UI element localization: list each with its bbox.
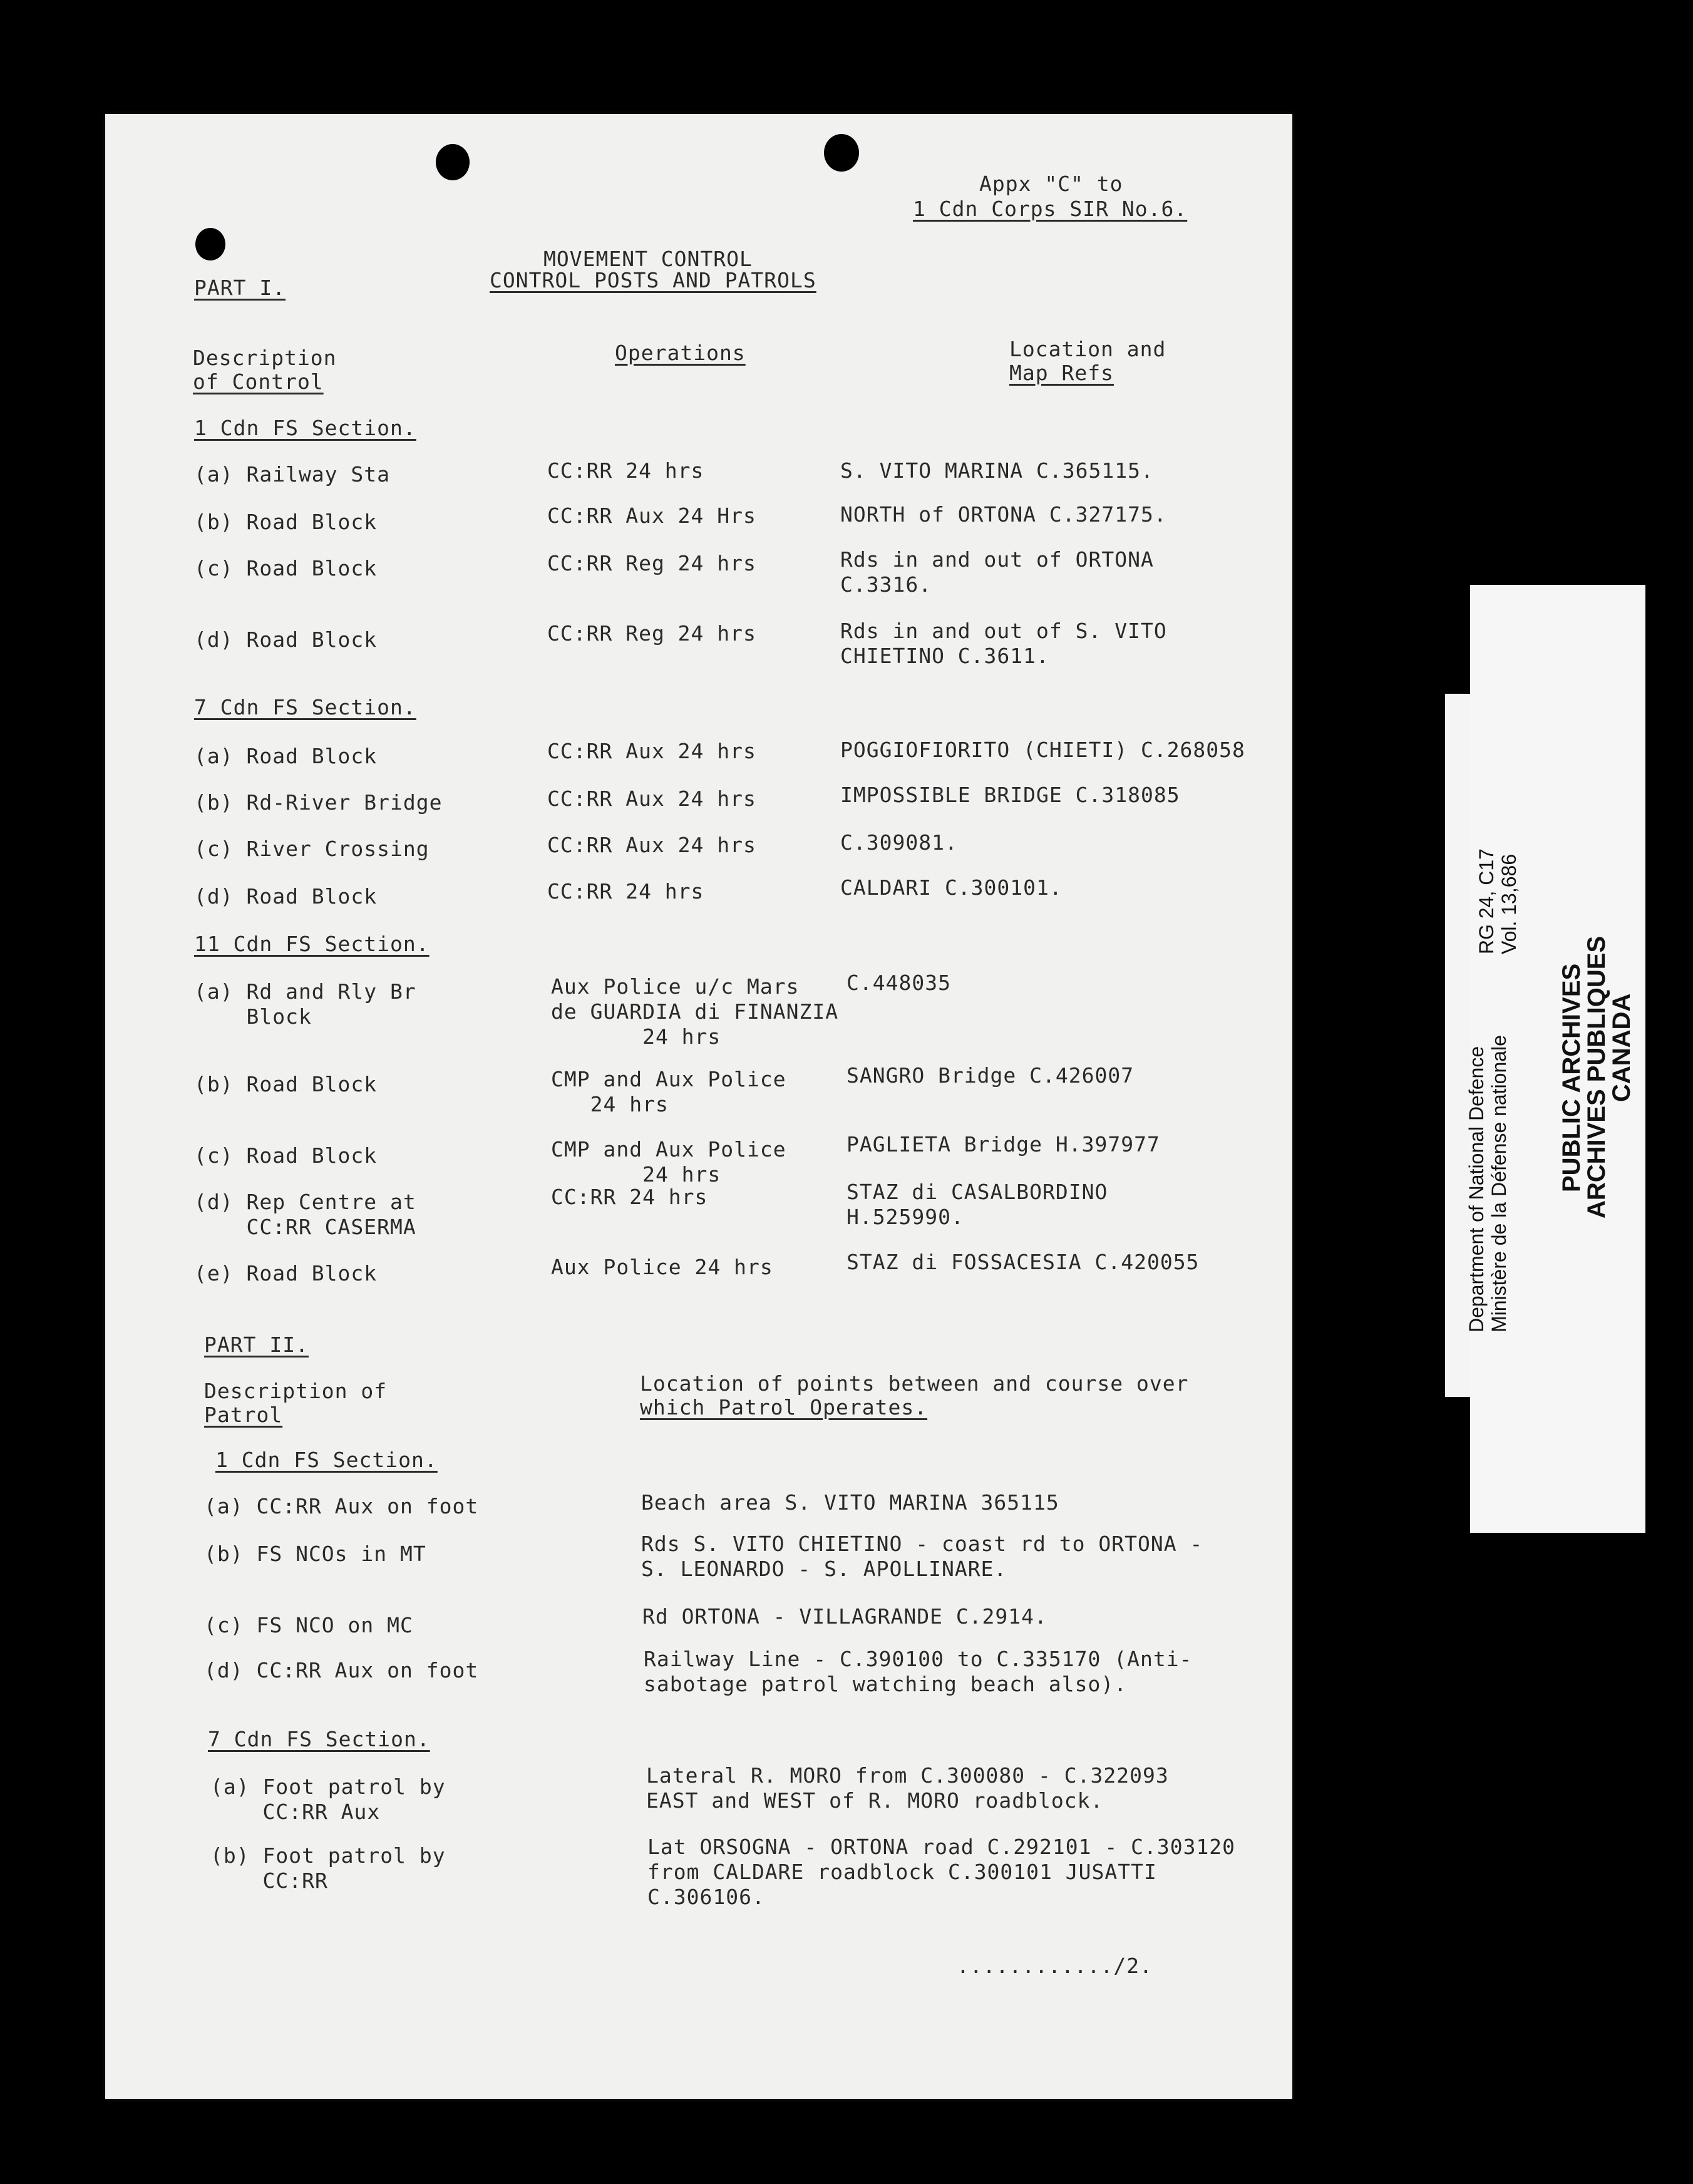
archive-rg-line1: RG 24, C17 <box>1475 848 1498 954</box>
row-item: (a) Foot patrol by CC:RR Aux <box>210 1774 446 1824</box>
row-item: (a) Road Block <box>194 744 378 768</box>
row-ops: CC:RR 24 hrs <box>547 458 704 483</box>
row-location: STAZ di FOSSACESIA C.420055 <box>847 1250 1200 1274</box>
row-location: Railway Line - C.390100 to C.335170 (Anti- sabotage patrol watching beach also). <box>644 1647 1193 1696</box>
row-ops: CC:RR Aux 24 hrs <box>547 739 756 763</box>
row-location: Rds S. VITO CHIETINO - coast rd to ORTONA - S. LEONARDO - S. APOLLINARE. <box>641 1532 1203 1581</box>
section-title: 1 Cdn FS Section. <box>215 1448 438 1472</box>
row-item: (d) Road Block <box>194 627 378 652</box>
part1-col2-header: Operations <box>615 341 746 365</box>
row-item: (e) Road Block <box>194 1261 378 1285</box>
archive-rg-line2: Vol. 13,686 <box>1498 853 1520 954</box>
archive-pa-line3: CANADA <box>1608 993 1635 1102</box>
row-item: (c) River Crossing <box>194 837 430 861</box>
row-location: Lateral R. MORO from C.300080 - C.322093 EAST and WEST of R. MORO roadblock. <box>646 1763 1169 1813</box>
row-item: (a) CC:RR Aux on foot <box>204 1494 479 1518</box>
row-item: (d) Road Block <box>194 884 378 909</box>
row-location: POGGIOFIORITO (CHIETI) C.268058 <box>840 738 1245 762</box>
archive-dept-line1: Department of National Defence <box>1465 1046 1488 1332</box>
part1-col1-line1: Description <box>193 346 337 370</box>
row-location: Rds in and out of S. VITO CHIETINO C.3611. <box>840 619 1167 668</box>
row-item: (b) Rd-River Bridge <box>194 790 443 815</box>
row-ops: CC:RR 24 hrs <box>547 879 704 904</box>
archive-pa-line2: ARCHIVES PUBLIQUES <box>1583 935 1610 1218</box>
row-item: (c) Road Block <box>194 1143 378 1168</box>
part1-col3-line2: Map Refs <box>1009 361 1114 385</box>
row-item: (b) FS NCOs in MT <box>204 1542 426 1566</box>
part1-col1-line2: of Control <box>193 369 324 394</box>
section-title: 7 Cdn FS Section. <box>208 1727 430 1751</box>
row-location: Rds in and out of ORTONA C.3316. <box>840 547 1154 597</box>
row-ops: CMP and Aux Police 24 hrs <box>551 1137 786 1187</box>
part1-label: PART I. <box>194 276 286 300</box>
row-item: (a) Rd and Rly Br Block <box>194 979 416 1029</box>
row-item: (d) CC:RR Aux on foot <box>204 1658 479 1682</box>
row-item: (b) Road Block <box>194 510 378 534</box>
row-location: Rd ORTONA - VILLAGRANDE C.2914. <box>642 1604 1047 1629</box>
row-item: (d) Rep Centre at CC:RR CASERMA <box>194 1190 416 1239</box>
row-location: CALDARI C.300101. <box>840 875 1063 900</box>
row-ops: CC:RR Aux 24 hrs <box>547 833 756 857</box>
continuation-marker: ............/2. <box>957 1954 1153 1978</box>
part2-label: PART II. <box>204 1332 309 1357</box>
row-ops: CC:RR Aux 24 Hrs <box>547 503 756 528</box>
punch-hole-left <box>436 144 470 180</box>
row-location: Beach area S. VITO MARINA 365115 <box>641 1490 1059 1515</box>
row-item: (c) FS NCO on MC <box>204 1613 413 1637</box>
row-ops: Aux Police 24 hrs <box>551 1255 773 1279</box>
section-title: 11 Cdn FS Section. <box>194 932 430 956</box>
row-location: SANGRO Bridge C.426007 <box>847 1063 1135 1088</box>
section-title: 1 Cdn FS Section. <box>194 416 416 440</box>
punch-hole-right <box>824 134 859 172</box>
row-location: IMPOSSIBLE BRIDGE C.318085 <box>840 783 1180 807</box>
row-location: Lat ORSOGNA - ORTONA road C.292101 - C.303120 from CALDARE roadblock C.300101 JUSATTI C.306106. <box>647 1835 1236 1909</box>
part1-col3-line1: Location and <box>1009 337 1166 361</box>
title-line1: MOVEMENT CONTROL <box>543 247 753 271</box>
archive-pa-line1: PUBLIC ARCHIVES <box>1558 963 1585 1192</box>
row-item: (c) Road Block <box>194 556 378 580</box>
row-location: PAGLIETA Bridge H.397977 <box>847 1132 1160 1156</box>
row-ops: CC:RR 24 hrs <box>551 1185 708 1209</box>
row-item: (b) Road Block <box>194 1072 378 1096</box>
section-title: 7 Cdn FS Section. <box>194 695 416 719</box>
row-location: NORTH of ORTONA C.327175. <box>840 502 1167 527</box>
punch-hole-margin <box>195 228 225 260</box>
archive-dept-line2: Ministère de la Défense nationale <box>1488 1035 1510 1332</box>
row-location: C.448035 <box>847 971 951 995</box>
row-ops: CC:RR Reg 24 hrs <box>547 551 756 575</box>
row-location: STAZ di CASALBORDINO H.525990. <box>847 1180 1108 1229</box>
title-line2: CONTROL POSTS AND PATROLS <box>490 268 816 292</box>
part2-col1-line1: Description of <box>204 1379 388 1403</box>
row-ops: CC:RR Aux 24 hrs <box>547 786 756 811</box>
row-item: (a) Railway Sta <box>194 462 391 487</box>
appendix-ref-line2: 1 Cdn Corps SIR No.6. <box>913 197 1188 221</box>
row-ops: Aux Police u/c Mars de GUARDIA di FINANZIA 24 hrs <box>551 974 839 1049</box>
row-location: C.309081. <box>840 830 958 855</box>
row-ops: CMP and Aux Police 24 hrs <box>551 1067 786 1116</box>
part2-col2-line2: which Patrol Operates. <box>640 1395 928 1419</box>
row-item: (b) Foot patrol by CC:RR <box>210 1843 446 1893</box>
row-location: S. VITO MARINA C.365115. <box>840 458 1154 483</box>
row-ops: CC:RR Reg 24 hrs <box>547 621 756 646</box>
appendix-ref-line1: Appx "C" to <box>979 172 1123 196</box>
part2-col2-line1: Location of points between and course over <box>640 1371 1189 1396</box>
part2-col1-line2: Patrol <box>204 1403 283 1427</box>
